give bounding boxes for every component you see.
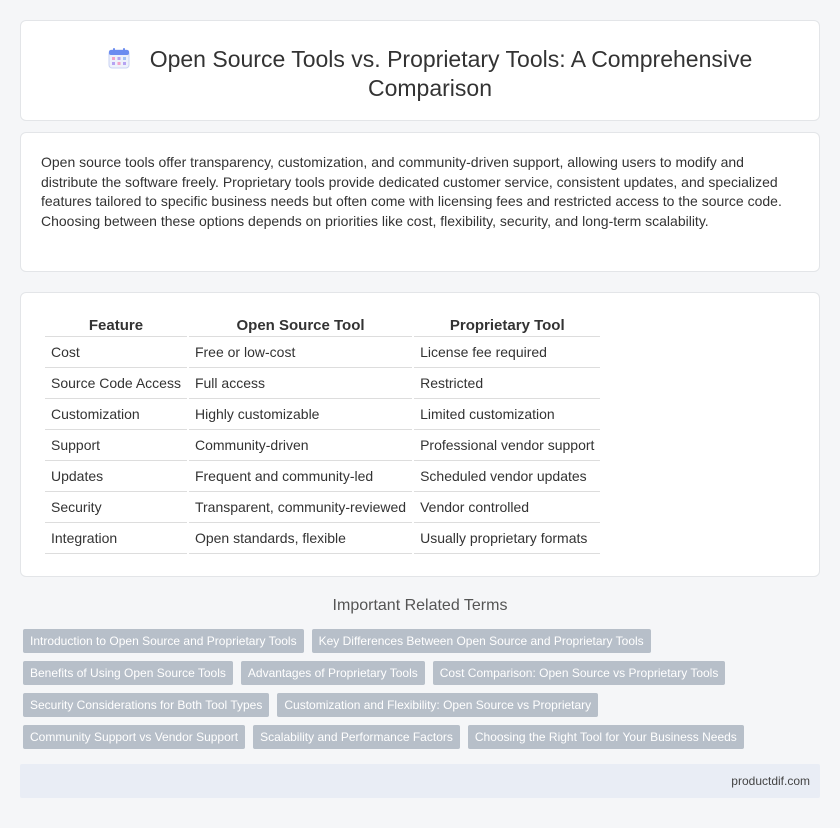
table-row <box>45 461 600 492</box>
open-source-cell: Full access <box>189 368 412 399</box>
table-header-row <box>45 315 600 337</box>
related-term-link[interactable]: Advantages of Proprietary Tools <box>241 661 425 685</box>
intro-card <box>20 132 820 272</box>
tag-row <box>23 661 803 685</box>
feature-cell: Cost <box>45 337 187 368</box>
related-term-link[interactable]: Choosing the Right Tool for Your Business Needs <box>468 725 744 749</box>
header-card <box>20 20 820 121</box>
open-source-cell: Highly customizable <box>189 399 412 430</box>
page-title: Open Source Tools vs. Proprietary Tools: A Comprehensive Comparison <box>149 46 753 101</box>
related-term-link[interactable]: Community Support vs Vendor Support <box>23 725 245 749</box>
related-term-link[interactable]: Scalability and Performance Factors <box>253 725 460 749</box>
table-row <box>45 399 600 430</box>
related-term-link[interactable]: Introduction to Open Source and Proprietary Tools <box>23 629 304 653</box>
table-row <box>45 368 600 399</box>
proprietary-cell: Vendor controlled <box>414 492 600 523</box>
related-term-link[interactable]: Benefits of Using Open Source Tools <box>23 661 233 685</box>
tag-row <box>23 629 803 653</box>
related-term-link[interactable]: Customization and Flexibility: Open Source vs Proprietary <box>277 693 598 717</box>
page-title-wrap <box>81 45 779 103</box>
comparison-table <box>43 315 602 554</box>
footer-site-name: productdif.com <box>731 774 810 788</box>
related-term-link[interactable]: Security Considerations for Both Tool Types <box>23 693 269 717</box>
footer <box>20 764 820 798</box>
tag-row <box>23 693 803 717</box>
feature-cell: Support <box>45 430 187 461</box>
feature-cell: Updates <box>45 461 187 492</box>
open-source-cell: Community-driven <box>189 430 412 461</box>
feature-cell: Integration <box>45 523 187 554</box>
table-row <box>45 523 600 554</box>
related-term-link[interactable]: Key Differences Between Open Source and Proprietary Tools <box>312 629 651 653</box>
feature-cell: Source Code Access <box>45 368 187 399</box>
proprietary-cell: Usually proprietary formats <box>414 523 600 554</box>
related-term-link[interactable]: Cost Comparison: Open Source vs Proprietary Tools <box>433 661 726 685</box>
open-source-cell: Frequent and community-led <box>189 461 412 492</box>
column-header-open-source: Open Source Tool <box>189 315 412 337</box>
feature-cell: Security <box>45 492 187 523</box>
proprietary-cell: Limited customization <box>414 399 600 430</box>
intro-paragraph: Open source tools offer transparency, customization, and community-driven support, allowing users to modify and distribute the software freely. Proprietary tools provide dedicated customer service, consistent updates, and specialized features tailored to specific business needs but often come with licensing fees and restricted access to the source code. Choosing between these options depends on priorities like cost, flexibility, security, and long-term scalability. <box>41 154 782 229</box>
proprietary-cell: Restricted <box>414 368 600 399</box>
proprietary-cell: License fee required <box>414 337 600 368</box>
tag-row <box>23 725 803 749</box>
table-row <box>45 337 600 368</box>
feature-cell: Customization <box>45 399 187 430</box>
comparison-card <box>20 292 820 577</box>
table-row <box>45 492 600 523</box>
table-row <box>45 430 600 461</box>
open-source-cell: Transparent, community-reviewed <box>189 492 412 523</box>
open-source-cell: Free or low-cost <box>189 337 412 368</box>
related-terms-heading: Important Related Terms <box>332 597 508 614</box>
column-header-feature: Feature <box>45 315 187 337</box>
proprietary-cell: Professional vendor support <box>414 430 600 461</box>
open-source-cell: Open standards, flexible <box>189 523 412 554</box>
calendar-icon <box>108 47 130 69</box>
column-header-proprietary: Proprietary Tool <box>414 315 600 337</box>
related-terms-list <box>23 629 803 757</box>
proprietary-cell: Scheduled vendor updates <box>414 461 600 492</box>
